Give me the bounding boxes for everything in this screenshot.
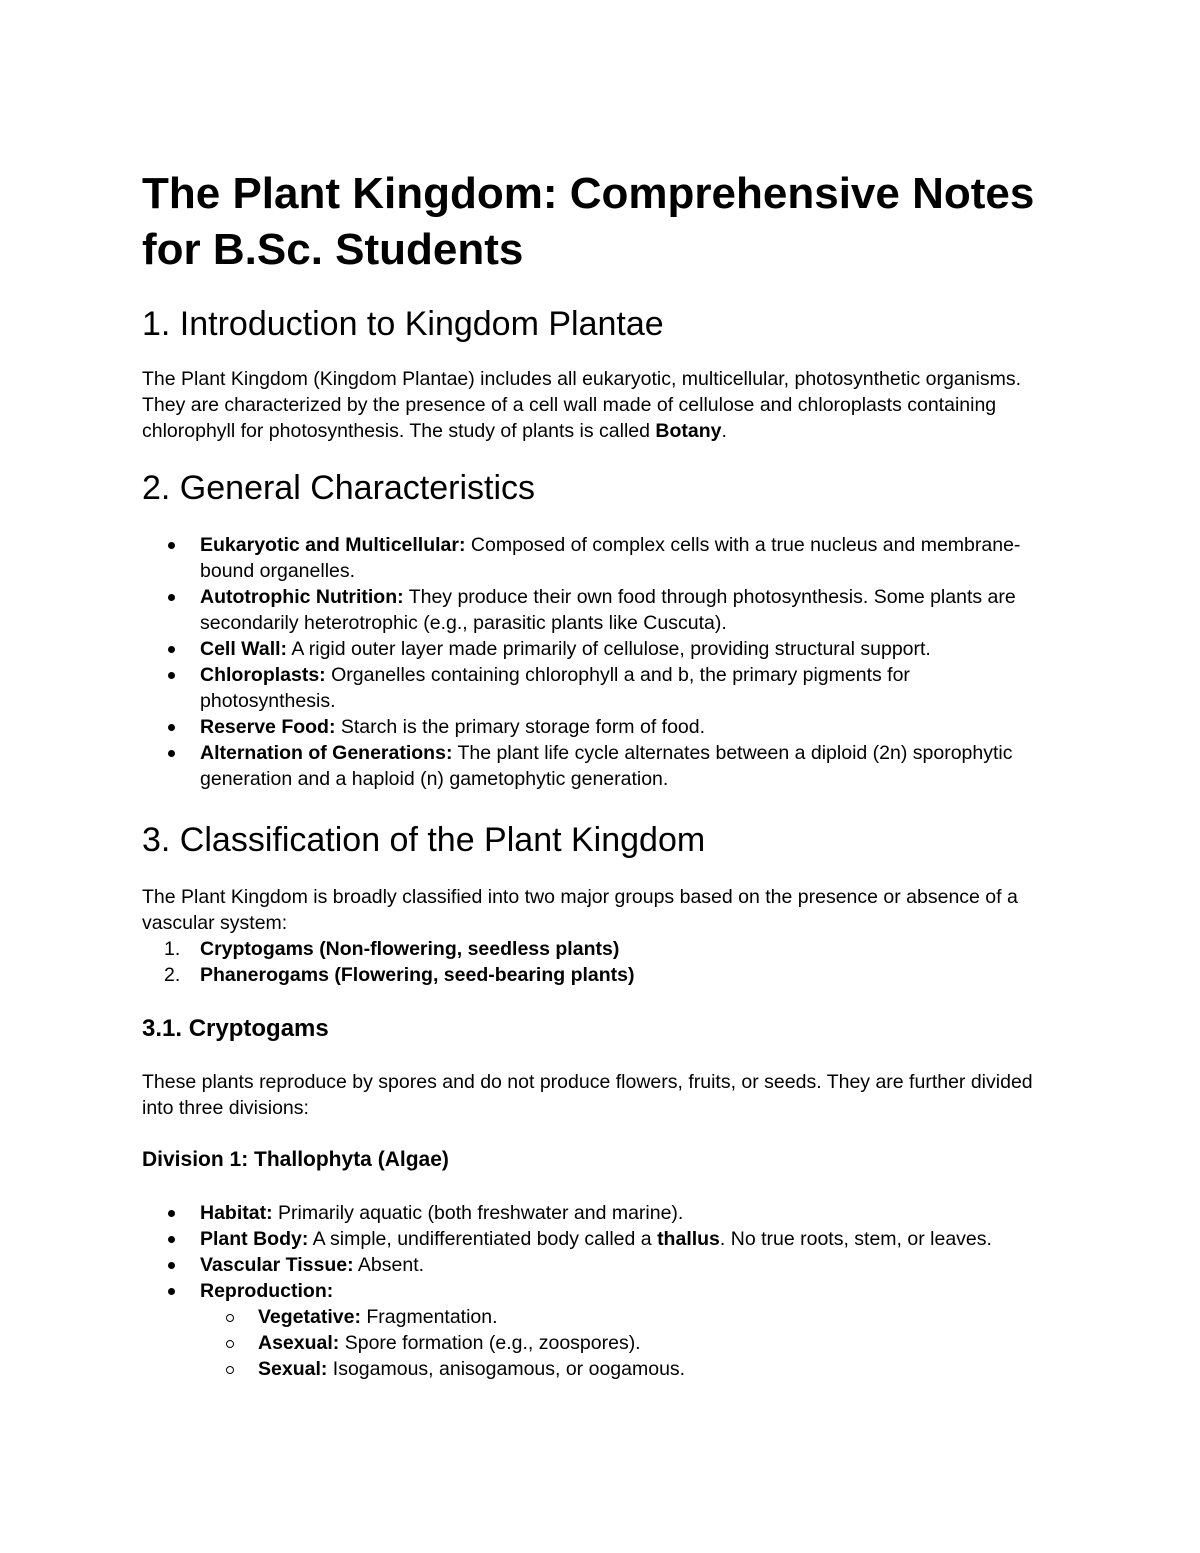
item-text: Composed of complex cells with a true nucleus and membrane-bound organelles. — [200, 534, 1021, 582]
list-item — [142, 962, 1042, 988]
item-term: Chloroplasts: — [200, 664, 326, 686]
list-number: 2. — [164, 964, 181, 986]
sub-list-item — [142, 1304, 1042, 1330]
item-term: Vegetative: — [258, 1306, 361, 1328]
list-item — [142, 1200, 1042, 1226]
characteristics-list — [142, 532, 1042, 792]
list-item — [142, 714, 1042, 740]
group-label: Cryptogams (Non-flowering, seedless plants) — [200, 938, 620, 960]
item-term: Alternation of Generations: — [200, 742, 453, 764]
item-term: Asexual: — [258, 1332, 340, 1354]
list-item — [142, 740, 1042, 792]
item-term: Eukaryotic and Multicellular: — [200, 534, 466, 556]
list-item — [142, 1226, 1042, 1252]
document-title: The Plant Kingdom: Comprehensive Notes for B.Sc. Students — [142, 169, 1035, 274]
division-heading-thallophyta: Division 1: Thallophyta (Algae) — [142, 1148, 449, 1171]
list-item — [142, 532, 1042, 584]
item-text: Starch is the primary storage form of food. — [335, 716, 706, 738]
cryptogams-paragraph: These plants reproduce by spores and do not produce flowers, fruits, or seeds. They are further divided into three divisions: — [142, 1071, 1033, 1119]
list-item — [142, 584, 1042, 636]
thallophyta-list — [142, 1200, 1042, 1382]
item-text: Absent. — [353, 1254, 425, 1276]
introduction-end: . — [721, 420, 727, 442]
item-text: A rigid outer layer made primarily of cellulose, providing structural support. — [287, 638, 931, 660]
item-term: Plant Body: — [200, 1228, 309, 1250]
list-item — [142, 936, 1042, 962]
item-text: They produce their own food through photosynthesis. Some plants are secondarily heterotrophic (e.g., parasitic plants like Cuscuta). — [200, 586, 1016, 634]
list-item — [142, 1252, 1042, 1278]
section-heading-general-characteristics: 2. General Characteristics — [142, 469, 536, 507]
classification-groups-list — [142, 936, 1042, 988]
sub-list-item — [142, 1356, 1042, 1382]
item-text: Fragmentation. — [360, 1306, 498, 1328]
item-term: Sexual: — [258, 1358, 328, 1380]
subsection-heading-cryptogams: 3.1. Cryptogams — [142, 1015, 329, 1042]
introduction-paragraph — [142, 366, 1042, 444]
item-term: Autotrophic Nutrition: — [200, 586, 404, 608]
item-text: Primarily aquatic (both freshwater and marine). — [272, 1202, 684, 1224]
thallus-term: thallus — [657, 1228, 720, 1250]
introduction-text: The Plant Kingdom (Kingdom Plantae) includes all eukaryotic, multicellular, photosynthetic organisms. They are characterized by the presence of a cell wall made of cellulose and chloroplasts containing chlorophyll for photosynthesis. The study of plants is called — [142, 368, 1022, 442]
list-item — [142, 636, 1042, 662]
section-heading-introduction: 1. Introduction to Kingdom Plantae — [142, 305, 664, 343]
item-term: Habitat: — [200, 1202, 273, 1224]
section-heading-classification: 3. Classification of the Plant Kingdom — [142, 821, 706, 859]
item-text: The plant life cycle alternates between a diploid (2n) sporophytic generation and a haploid (n) gametophytic generation. — [200, 742, 1013, 790]
list-item — [142, 662, 1042, 714]
list-number: 1. — [164, 938, 181, 960]
group-label: Phanerogams (Flowering, seed-bearing plants) — [200, 964, 635, 986]
item-text: Spore formation (e.g., zoospores). — [339, 1332, 641, 1354]
item-term: Cell Wall: — [200, 638, 288, 660]
item-text: Organelles containing chlorophyll a and b, the primary pigments for photosynthesis. — [200, 664, 910, 712]
item-text: . No true roots, stem, or leaves. — [719, 1228, 992, 1250]
classification-paragraph: The Plant Kingdom is broadly classified into two major groups based on the presence or absence of a vascular system: — [142, 886, 1018, 934]
item-term: Vascular Tissue: — [200, 1254, 354, 1276]
item-term: Reserve Food: — [200, 716, 336, 738]
sub-list-item — [142, 1330, 1042, 1356]
botany-term: Botany — [655, 420, 722, 442]
item-text: A simple, undifferentiated body called a — [308, 1228, 658, 1250]
list-item — [142, 1278, 1042, 1304]
item-text: Isogamous, anisogamous, or oogamous. — [327, 1358, 686, 1380]
item-term: Reproduction: — [200, 1280, 334, 1302]
